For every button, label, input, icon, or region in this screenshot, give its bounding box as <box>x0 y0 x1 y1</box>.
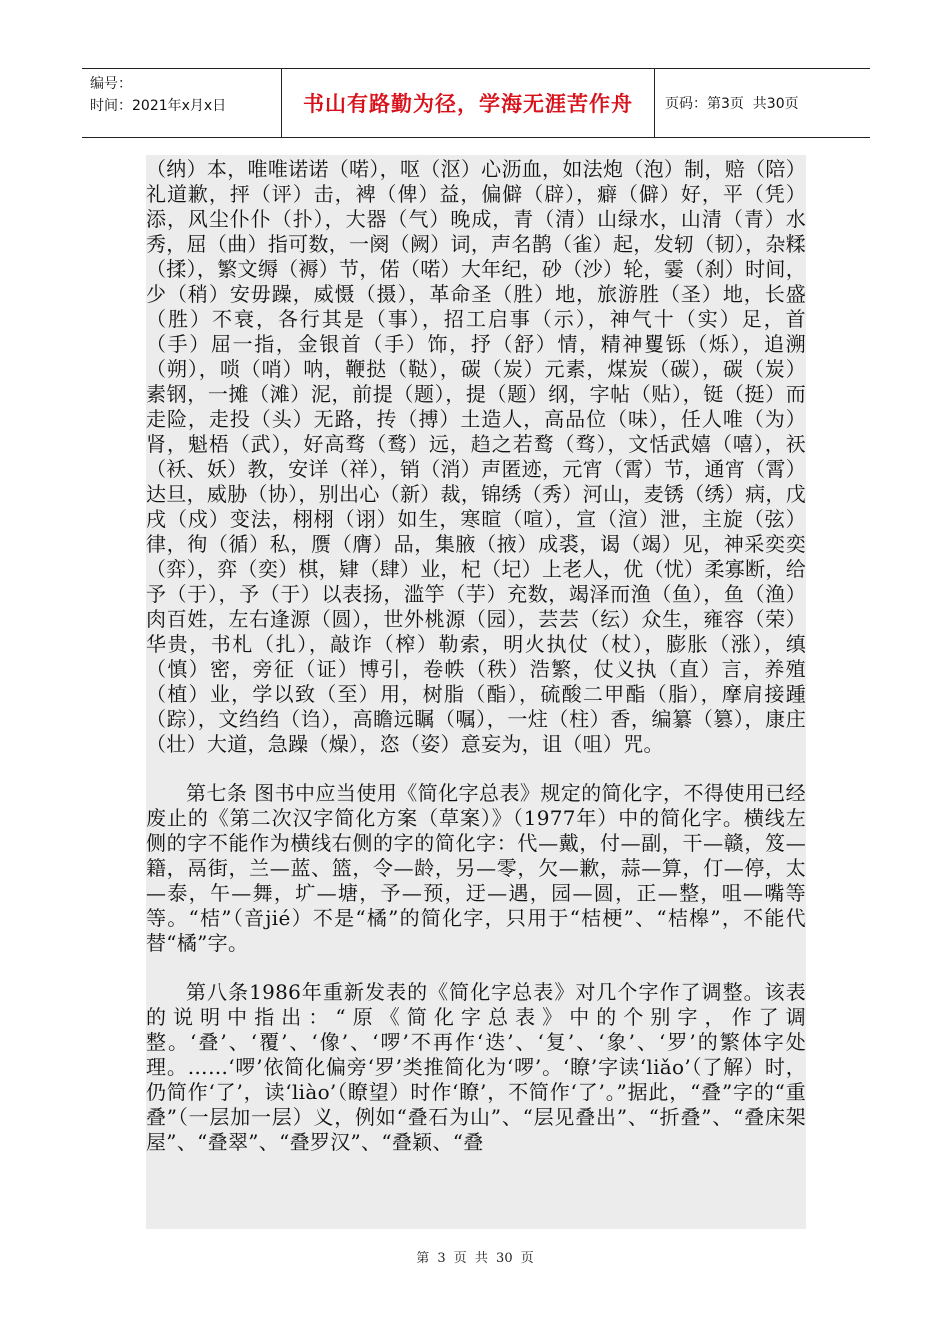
motto-text: 书山有路勤为径，学海无涯苦作舟 <box>303 92 633 116</box>
paragraph-article-8: 第八条1986年重新发表的《简化字总表》对几个字作了调整。该表的说明中指出：“原《简化字总表》中的个别字，作了调整。‘叠’、‘覆’、‘像’、‘啰’不再作‘迭’、‘复’、‘象’、‘罗’的繁体字处理。……‘啰’依简化偏旁‘罗’类推简化为‘啰’。‘瞭’字读‘liǎo’（了解）时，仍简作‘了’，读‘liào’（瞭望）时作‘瞭’，不简作‘了’。”据此，“叠”字的“重叠”（一层加一层）义，例如“叠石为山”、“层见叠出”、“折叠”、“叠床架屋”、“叠翠”、“叠罗汉”、“叠颖、“叠 <box>146 980 806 1154</box>
footer-page-number: 第 3 页 共 30 页 <box>416 1251 534 1266</box>
document-body <box>146 155 806 1229</box>
header-meta <box>82 69 282 137</box>
time-label: 时间：2021年x月x日 <box>90 98 227 114</box>
paragraph-article-7: 第七条 图书中应当使用《简化字总表》规定的简化字，不得使用已经废止的《第二次汉字简化方案（草案）》（1977年）中的简化字。横线左侧的字不能作为横线右侧的字的简化字：代—戴，付—副，干—赣，笈—籍，鬲街，兰—蓝、篮，令—龄，另—零，欠—歉，蒜—算，仃—停，太—泰，午—舞，圹—塘，予—预，迂—遇，园—圆，正—整，咀—嘴等等。“桔”（音jié）不是“橘”的简化字，只用于“桔梗”、“桔槔”，不能代替“橘”字。 <box>146 781 806 955</box>
page-code-text: 页码：第3页 共30页 <box>665 96 799 112</box>
header-page-code <box>655 69 870 137</box>
number-label: 编号： <box>90 76 132 92</box>
page-footer <box>0 1247 950 1266</box>
paragraph-word-list: （纳）本，唯唯诺诺（喏），呕（沤）心沥血，如法炮（泡）制，赔（陪）礼道歉，抨（评）击，裨（俾）益，偏僻（辟），癖（僻）好，平（凭）添，风尘仆仆（扑），大器（气）晚成，青（清）山绿水，山清（青）水秀，屈（曲）指可数，一阕（阙）词，声名鹊（雀）起，发轫（韧），杂糅（揉），繁文缛（褥）节，偌（喏）大年纪，砂（沙）轮，霎（刹）时间，少（稍）安毋躁，威慑（摄），革命圣（胜）地，旅游胜（圣）地，长盛（胜）不衰，各行其是（事），招工启事（示），神气十（实）足，首（手）屈一指，金银首（手）饰，抒（舒）情，精神矍铄（烁），追溯（朔），唢（哨）呐，鞭挞（鞑），碳（炭）元素，煤炭（碳），碳（炭）素钢，一摊（滩）泥，前提（题），提（题）纲，字帖（贴），铤（挺）而走险，走投（头）无路，抟（搏）土造人，高品位（味），任人唯（为）肾，魁梧（武），好高骛（鹜）远，趋之若鹜（骛），文恬武嬉（嘻），祆（袄、妖）教，安详（祥），销（消）声匿迹，元宵（霄）节，通宵（霄）达旦，威胁（协），别出心（新）裁，锦绣（秀）河山，麦锈（绣）病，戊戌（戍）变法，栩栩（诩）如生，寒暄（喧），宣（渲）泄，主旋（弦）律，徇（循）私，赝（膺）品，集腋（掖）成裘，谒（竭）见，神采奕奕（弈），弈（奕）棋，肄（肆）业，杞（圮）上老人，优（忧）柔寡断，给予（于），予（于）以表扬，滥竽（芋）充数，竭泽而渔（鱼），鱼（渔）肉百姓，左右逢源（圆），世外桃源（园），芸芸（纭）众生，雍容（荣）华贵，书札（扎），敲诈（榨）勒索，明火执仗（杖），膨胀（涨），缜（慎）密，旁征（证）博引，卷帙（秩）浩繁，仗义执（直）言，养殖（植）业，学以致（至）用，树脂（酯），硫酸二甲酯（脂），摩肩接踵（踪），文绉绉（诌），高瞻远瞩（嘱），一炷（柱）香，编纂（篡），康庄（壮）大道，急躁（燥），恣（姿）意妄为，诅（咀）咒。 <box>146 157 806 756</box>
header-bar <box>82 68 870 138</box>
header-motto <box>282 69 655 137</box>
